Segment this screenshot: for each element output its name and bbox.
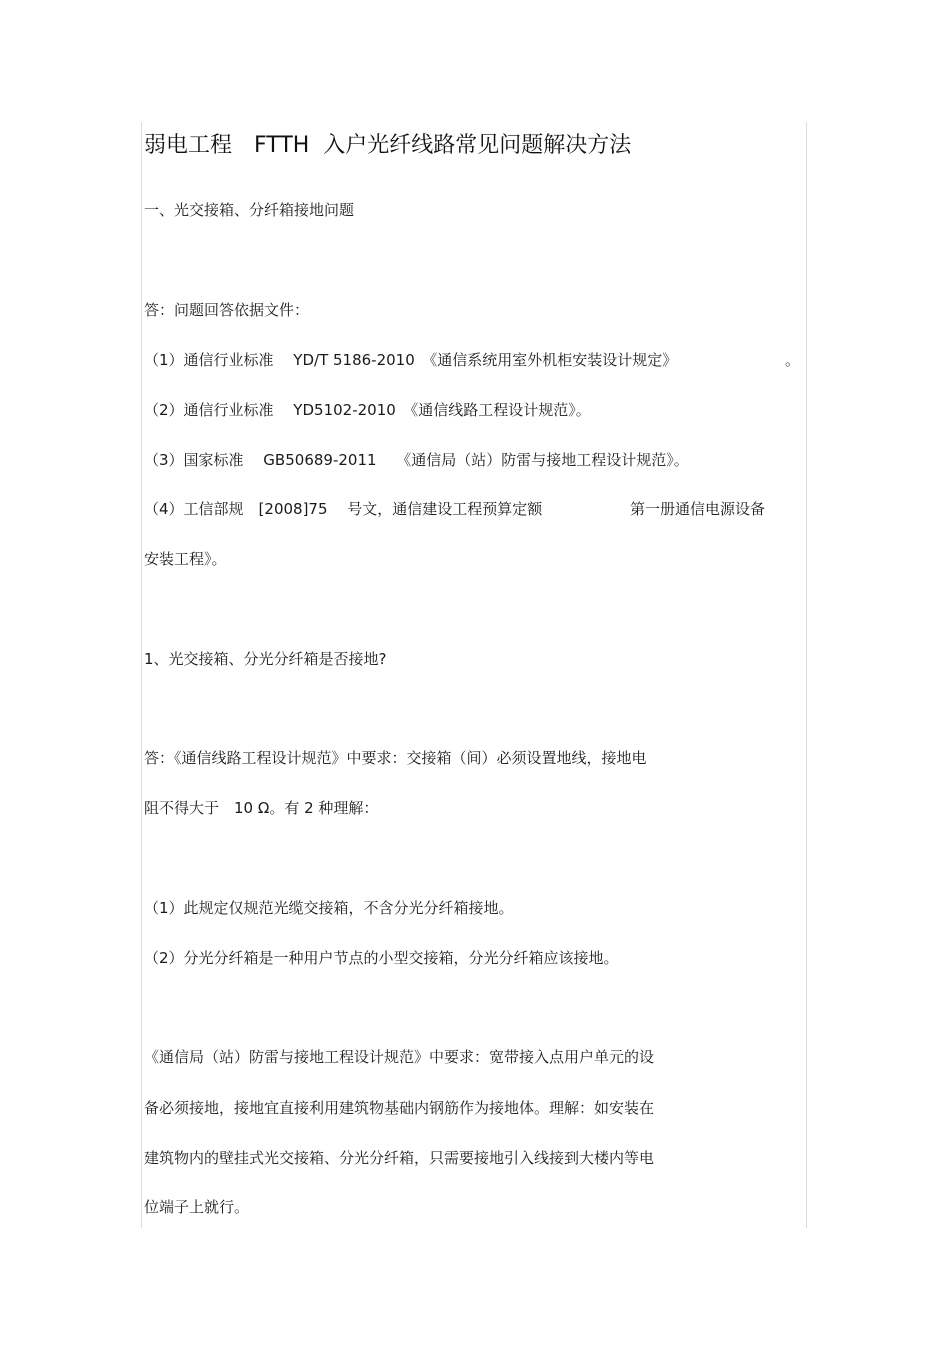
question-1: 1、光交接箱、分光分纤箱是否接地?: [144, 650, 387, 668]
page-left-border: [141, 122, 142, 1228]
page-right-border: [806, 122, 807, 1228]
section-heading-grounding: 一、光交接箱、分纤箱接地问题: [144, 201, 355, 219]
reference-item-4-tail: 第一册通信电源设备: [630, 500, 766, 518]
answer-1-line-2: 阻不得大于 10 Ω。有 2 种理解：: [144, 799, 379, 817]
reference-item-1-tail: 。: [785, 351, 801, 369]
paragraph-line-1: 《通信局（站）防雷与接地工程设计规范》中要求：宽带接入点用户单元的设: [144, 1048, 655, 1066]
answer-1-line-1: 答：《通信线路工程设计规范》中要求：交接箱（间）必须设置地线，接地电: [144, 749, 647, 767]
paragraph-line-3: 建筑物内的壁挂式光交接箱、分光分纤箱，只需要接地引入线接到大楼内等电: [144, 1149, 655, 1167]
understanding-item-1: （1）此规定仅规范光缆交接箱，不含分光分纤箱接地。: [144, 899, 514, 917]
paragraph-line-2: 备必须接地，接地宜直接利用建筑物基础内钢筋作为接地体。理解：如安装在: [144, 1099, 655, 1117]
paragraph-line-4: 位端子上就行。: [144, 1198, 250, 1216]
reference-item-1: （1）通信行业标准 YD/T 5186-2010 《通信系统用室外机柜安装设计规定》: [144, 351, 678, 369]
answer-intro: 答：问题回答依据文件：: [144, 301, 310, 319]
understanding-item-2: （2）分光分纤箱是一种用户节点的小型交接箱，分光分纤箱应该接地。: [144, 949, 619, 967]
reference-item-4-continued: 安装工程》。: [144, 550, 227, 568]
reference-item-4: （4）工信部规 [2008]75 号文，通信建设工程预算定额: [144, 500, 543, 518]
document-title: 弱电工程 FTTH 入户光纤线路常见问题解决方法: [144, 133, 632, 158]
reference-item-2: （2）通信行业标准 YD5102-2010 《通信线路工程设计规范》。: [144, 401, 591, 419]
reference-item-3: （3）国家标准 GB50689-2011 《通信局（站）防雷与接地工程设计规范》。: [144, 451, 689, 469]
